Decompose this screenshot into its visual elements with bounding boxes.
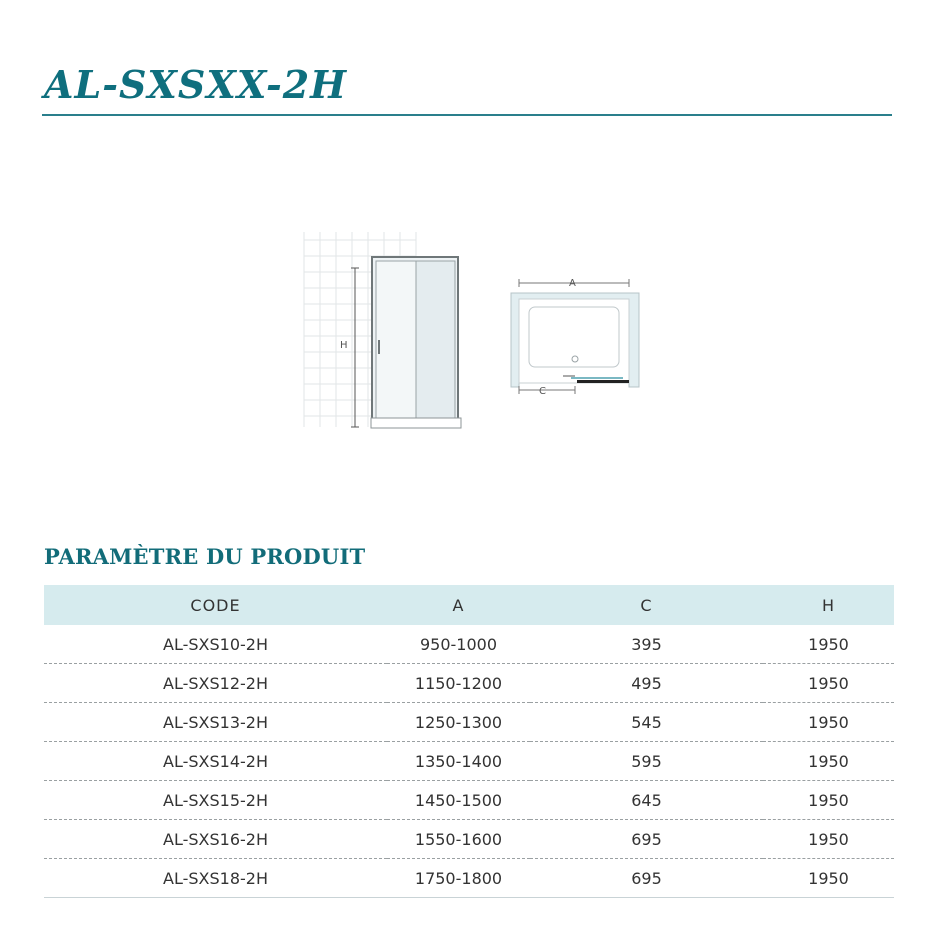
table-header-row	[44, 585, 894, 625]
cell-c: 645	[530, 781, 763, 820]
width-dimension-label: A	[569, 278, 576, 289]
header-c: C	[530, 585, 763, 625]
cell-h: 1950	[763, 703, 894, 742]
cell-c: 495	[530, 664, 763, 703]
door-handle	[378, 340, 380, 354]
plan-view-diagram	[505, 275, 650, 405]
fixed-panel	[416, 261, 455, 421]
cell-a: 1550-1600	[387, 820, 530, 859]
table-row	[44, 664, 894, 703]
cell-a: 1350-1400	[387, 742, 530, 781]
product-parameter-table	[44, 585, 894, 898]
opening-dimension-line	[519, 386, 575, 394]
page-title: AL-SXSXX-2H	[44, 62, 348, 107]
sliding-glass	[571, 377, 623, 379]
cell-code: AL-SXS15-2H	[44, 781, 387, 820]
header-h: H	[763, 585, 894, 625]
cell-a: 950-1000	[419, 634, 498, 654]
height-dimension-label: H	[340, 340, 348, 351]
cell-code: AL-SXS16-2H	[44, 820, 387, 859]
table-row	[44, 781, 894, 820]
header-a: A	[387, 585, 530, 625]
cell-c: 545	[530, 703, 763, 742]
shower-tray	[371, 418, 461, 428]
cell-h: 1950	[763, 781, 894, 820]
cell-code: AL-SXS18-2H	[44, 859, 387, 898]
cell-a: 1450-1500	[387, 781, 530, 820]
cell-h: 1950	[763, 664, 894, 703]
table-row	[44, 859, 894, 898]
cell-code: AL-SXS10-2H	[163, 634, 268, 654]
sliding-panel	[376, 261, 416, 421]
cell-code: AL-SXS13-2H	[44, 703, 387, 742]
tray-basin	[529, 307, 619, 367]
cell-a: 1150-1200	[387, 664, 530, 703]
title-divider	[42, 114, 892, 116]
table-row	[44, 625, 894, 664]
opening-dimension-label: C	[539, 386, 546, 397]
cell-a: 1250-1300	[387, 703, 530, 742]
cell-h: 1950	[763, 742, 894, 781]
cell-code: AL-SXS12-2H	[44, 664, 387, 703]
section-title: PARAMÈTRE DU PRODUIT	[44, 544, 366, 569]
cell-h: 1950	[763, 820, 894, 859]
cell-h: 1950	[763, 859, 894, 898]
table-row	[44, 742, 894, 781]
cell-c: 595	[530, 742, 763, 781]
cell-a: 1750-1800	[387, 859, 530, 898]
fixed-glass	[577, 380, 629, 383]
cell-c: 695	[530, 820, 763, 859]
table-row	[44, 820, 894, 859]
cell-h: 1950	[808, 634, 849, 654]
cell-code: AL-SXS14-2H	[44, 742, 387, 781]
cell-c: 395	[631, 634, 662, 654]
front-view-diagram	[300, 232, 470, 442]
header-code: CODE	[44, 585, 387, 625]
cell-c: 695	[530, 859, 763, 898]
table-row	[44, 703, 894, 742]
